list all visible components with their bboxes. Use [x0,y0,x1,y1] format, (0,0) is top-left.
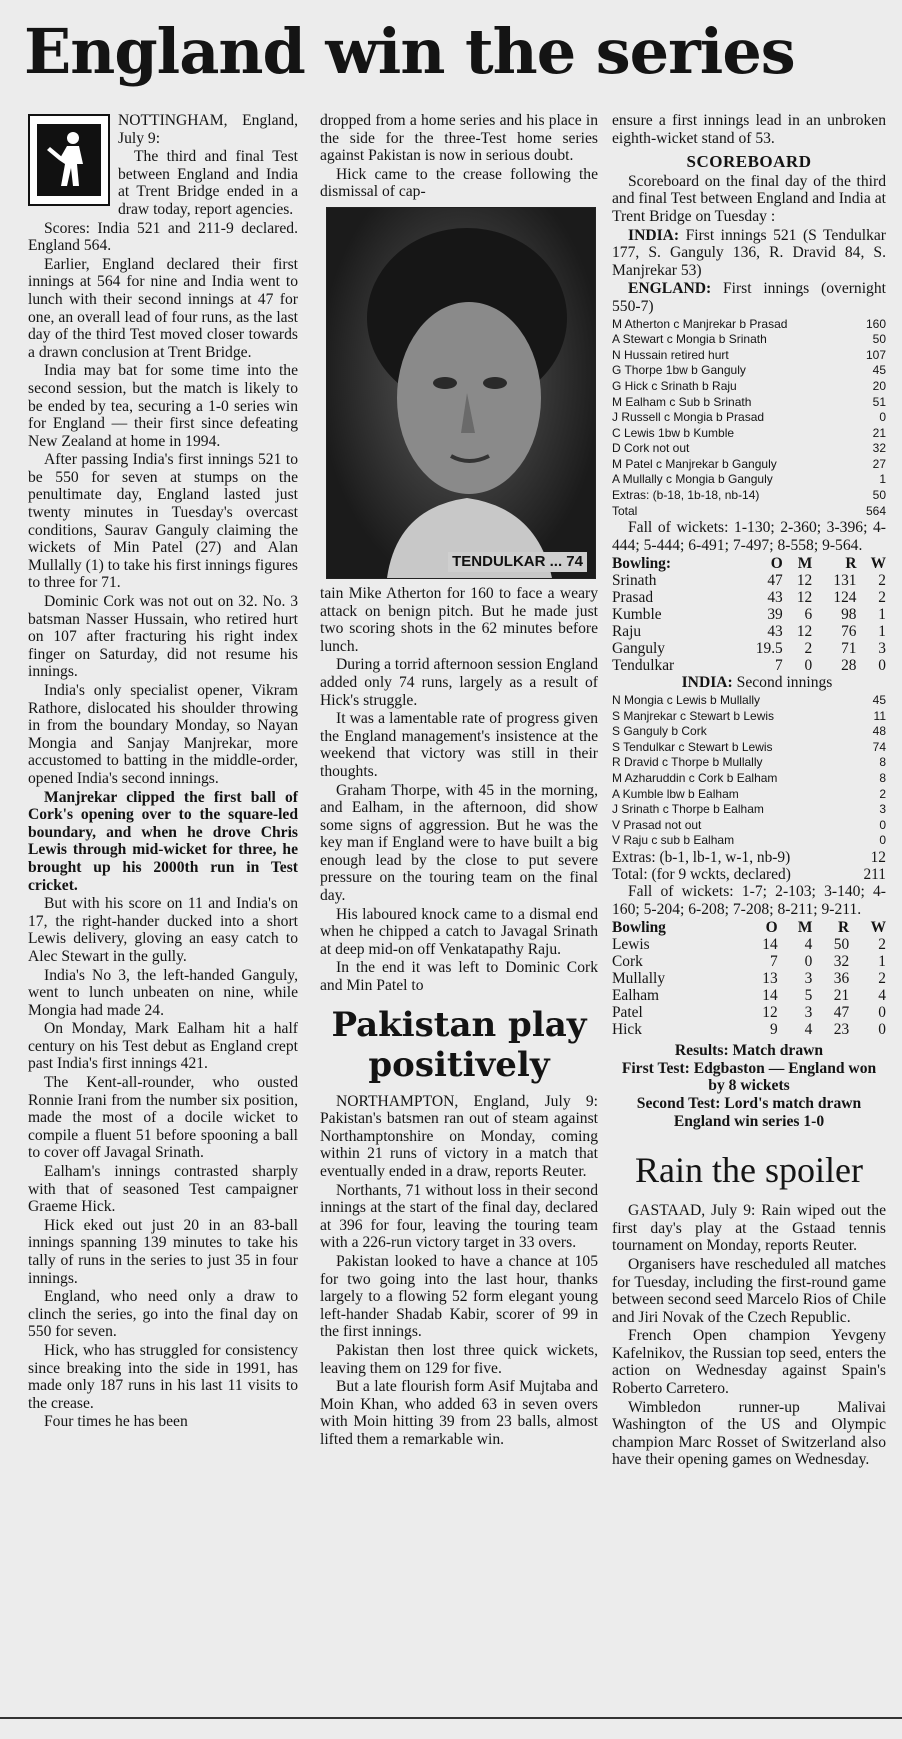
scoreboard-intro: Scoreboard on the final day of the third and final Test between England and India at Trent Bridge on Tuesday : [612,172,886,225]
batting-row [612,348,886,364]
bowling-figure: 9 [769,1021,778,1039]
tendulkar-photo [326,207,596,579]
runs-cell: 8 [879,771,886,785]
bowling-figure: 7 [775,657,783,675]
bowling-figure: 124 [833,589,857,607]
rain-paragraph: French Open champion Yevgeny Kafelnikov, the Russian top seed, enters the action on Wednesday against Spain's Roberto Carretero. [612,1327,886,1398]
batsman-entry: A Stewart c Mongia b Srinath [612,332,767,347]
bowling-figure: 0 [804,953,813,971]
pakistan-paragraph: Pakistan looked to have a chance at 105 for two going into the last hour, thanks largely to a flowing 52 form elegant young left-hander Shadab Kabir, scorer of 99 in the first innings. [320,1252,598,1341]
batsman-entry: N Hussain retired hurt [612,347,729,362]
batsman-entry: Total [612,503,638,518]
bowling-row [612,953,886,970]
batting-row [612,802,886,818]
story-paragraph: India's only specialist opener, Vikram Rathore, dislocated his shoulder throwing in from the boundary Monday, so Nayan Mongia and Sanjay Manjrekar, more accustomed to batting in the middle-order, opened India's second innings. [28,682,298,787]
bowling-header-cell: Bowling: [612,555,672,573]
batting-row [612,771,886,787]
story-paragraph: Hick came to the crease following the dismissal of cap- [320,165,598,201]
rain-paragraph: Organisers have rescheduled all matches for Tuesday, including the first-round game between second seed Marcelo Rios of Chile and Jiri Novak of the Czech Republic. [612,1255,886,1326]
story-paragraph: The Kent-all-rounder, who ousted Ronnie Irani from the number six position, made the most of a docile wicket to compile a fluent 51 before spooning a ball to cover off Javagal Srinath. [28,1074,298,1162]
runs-cell: 1 [879,472,886,487]
portrait-image [327,208,595,578]
bowling-figure: 21 [833,987,850,1005]
bowling-figure: 50 [833,936,850,954]
result-line: First Test: Edgbaston — England won by 8 wickets [621,1059,877,1095]
batsman-entry: S Manjrekar c Stewart b Lewis [612,708,775,723]
batsman-entry: S Ganguly b Cork [612,724,707,739]
runs-cell: 32 [872,441,886,456]
pakistan-paragraph: Northants, 71 without loss in their second innings at the start of the final day, declared at 396 for four, leaving the touring team with a 226-run victory target in 33 overs. [320,1181,598,1252]
story-paragraph: India's No 3, the left-handed Ganguly, went to lunch unbeaten on nine, while Mongia had made 24. [28,966,298,1019]
batting-row [612,740,886,756]
pakistan-headline: Pakistan play positively [331,1004,587,1085]
team-label: ENGLAND: [628,280,712,298]
batting-row [612,693,886,709]
bowling-header-cell: O [770,555,783,573]
bowling-figure: 1 [878,606,886,624]
rain-headline: Rain the spoiler [635,1150,863,1191]
result-line: Results: Match drawn [674,1042,824,1060]
batsman-entry: C Lewis 1bw b Kumble [612,425,735,440]
india-bowling-table [612,555,886,674]
bowling-row [612,657,886,674]
batsman-entry: M Patel c Manjrekar b Ganguly [612,456,777,471]
bowling-figure: 5 [804,987,813,1005]
story-paragraph: His laboured knock came to a dismal end when he chipped a catch to Javagal Srinath at deep mid-on off Venkatapathy Raju. [320,905,598,958]
total-row: Total: (for 9 wckts, declared) 211 [612,865,886,883]
bowler-name: Patel [612,1004,643,1022]
story-paragraph: On Monday, Mark Ealham hit a half century on his Test debut as England crept past India's first innings 421. [28,1020,298,1073]
batting-row [612,332,886,348]
pakistan-paragraph: Pakistan then lost three quick wickets, leaving them on 129 for five. [320,1341,598,1377]
bowling-figure: 6 [804,606,813,624]
bowling-figure: 47 [833,1004,850,1022]
story-paragraph: During a torrid afternoon session England added only 74 runs, largely as a result of Hick's struggle. [320,656,599,709]
runs-cell: 0 [879,833,886,848]
batsman-entry: V Raju c sub b Ealham [612,833,735,848]
bowling-figure: 98 [841,606,857,624]
story-paragraph: Earlier, England declared their first innings at 564 for nine and India went to lunch with their second innings at 47 for one, an overall lead of four runs, as the last day of the third Test moved closer towards a drawn conclusion at Trent Bridge. [28,255,298,361]
runs-cell: 45 [872,363,886,378]
batsman-entry: J Srinath c Thorpe b Ealham [612,802,764,817]
bowling-row [612,936,886,953]
rain-paragraph: Wimbledon runner-up Malivai Washington of the US and Olympic champion Marc Rosset of Switzerland also have their opening games on Wednesday. [612,1398,886,1469]
bowling-row [612,1021,886,1038]
bowling-row [612,987,886,1004]
india-fall-of-wickets: Fall of wickets: 1-7; 2-103; 3-140; 4-160; 5-204; 6-208; 7-208; 8-211; 9-211. [612,882,886,918]
story-paragraph: England, who need only a draw to clinch the series, go into the final day on 550 for seven. [28,1288,298,1341]
england-batting-table [612,317,886,520]
batting-row [612,426,886,442]
bowling-header-cell: W [870,555,886,573]
story-paragraph: Graham Thorpe, with 45 in the morning, and Ealham, in the afternoon, did show some signs of aggression. But he was the key man if England were to have built a big enough lead by the close to put severe pressure on the touring team on the final day. [320,781,598,905]
bowler-name: Raju [612,623,642,641]
bowling-figure: 71 [841,640,857,658]
rain-paragraph: GASTAAD, July 9: Rain wiped out the first day's play at the Gstaad tennis tournament on Monday, reports Reuter. [612,1202,886,1255]
story-paragraph: After passing India's first innings 521 to be 550 for seven at stumps on the penultimate day, England lasted just twenty minutes in Tuesday's overcast conditions, Saurav Ganguly claiming the wickets of Min Patel (27) and Alan Mullally (1) to take his first innings figures to three for 71. [28,451,298,592]
batting-row [612,709,886,725]
bowling-figure: 43 [767,589,783,607]
bowling-figure: 13 [762,970,778,988]
main-story-column-1 [28,112,298,1432]
batting-row [612,787,886,803]
story-paragraph: tain Mike Atherton for 160 to face a weary attack on benign pitch. But he made just two scoring shots in the 62 minutes before lunch. [320,584,598,655]
bowling-figure: 4 [878,987,886,1005]
batting-row [612,755,886,771]
team-label: INDIA: [628,226,680,244]
bowling-figure: 1 [878,953,886,971]
india-batting-table [612,693,886,849]
bowling-figure: 12 [762,1004,778,1022]
batting-row [612,472,886,488]
bowling-figure: 2 [878,970,886,988]
bowling-figure: 23 [833,1021,850,1039]
bowling-figure: 1 [878,623,886,641]
bowling-figure: 3 [804,1004,813,1022]
batsman-entry: A Mullally c Mongia b Ganguly [612,472,773,487]
bowling-figure: 2 [878,936,886,954]
bowler-name: Mullally [612,970,666,988]
runs-cell: 27 [872,456,886,471]
team-label: INDIA: [681,674,733,692]
batsman-entry: N Mongia c Lewis b Mullally [612,693,761,708]
story-paragraph: Four times he has been [44,1413,188,1431]
story-paragraph: In the end it was left to Dominic Cork and Min Patel to [320,959,598,995]
bowling-row [612,572,886,589]
bowling-figure: 0 [878,1021,886,1039]
bowling-header-cell: Bowling [612,919,666,937]
scoreboard-column [612,112,886,1470]
bowling-figure: 12 [796,572,813,590]
england-first-innings: First innings (overnight 550-7) [612,280,886,315]
bowling-figure: 14 [762,936,778,954]
bowling-row [612,1004,886,1021]
england-fall-of-wickets: Fall of wickets: 1-130; 2-360; 3-396; 4-444; 5-444; 6-491; 7-497; 8-558; 9-564. [612,519,886,554]
batsman-icon [43,130,95,190]
story-paragraph: Ealham's innings contrasted sharply with that of seasoned Test campaigner Graeme Hick. [28,1163,298,1216]
bowling-figure: 39 [767,606,783,624]
batting-row [612,488,886,504]
bowling-header-row [612,555,886,572]
batsman-entry: M Atherton c Manjrekar b Prasad [612,316,788,331]
bowling-figure: 7 [769,953,778,971]
bowling-row [612,589,886,606]
bowler-name: Ganguly [612,640,666,658]
runs-cell: 3 [879,802,886,817]
dateline: NOTTINGHAM, England, July 9: [118,112,298,147]
story-paragraph: Scores: India 521 and 211-9 declared. England 564. [28,219,298,255]
bowler-name: Kumble [612,606,662,624]
bowling-header-cell: O [765,919,778,937]
runs-cell: 50 [872,488,886,503]
batting-row [612,410,886,426]
runs-cell: 0 [879,817,886,832]
bowler-name: Hick [612,1021,642,1039]
scoreboard-title: SCOREBOARD [686,152,812,172]
england-bowling-table [612,919,886,1038]
bowling-figure: 2 [804,640,813,658]
batsman-entry: G Thorpe 1bw b Ganguly [612,363,746,378]
bowling-row [612,970,886,987]
batting-row [612,818,886,834]
bowling-row [612,606,886,623]
bowling-figure: 76 [841,623,857,641]
bowler-name: Lewis [612,936,650,954]
batting-row [612,504,886,520]
batting-row [612,379,886,395]
cricket-logo [28,114,110,206]
batsman-entry: S Tendulkar c Stewart b Lewis [612,739,773,754]
runs-cell: 21 [872,425,886,440]
bowling-header-cell: M [797,919,813,937]
bowling-figure: 3 [878,640,886,658]
bowler-name: Ealham [612,987,660,1005]
runs-cell: 2 [879,786,886,801]
runs-cell: 45 [872,693,886,708]
batsman-entry: Extras: (b-18, 1b-18, nb-14) [612,488,760,503]
bowling-figure: 2 [878,572,886,590]
bowling-header-cell: R [845,555,857,573]
india-totals-table [612,849,886,883]
runs-cell: 160 [865,316,886,331]
batting-row [612,395,886,411]
runs-cell: 107 [865,347,886,362]
india-second-innings: Second innings [736,674,833,692]
story-paragraph: The third and final Test between England and India at Trent Bridge ended in a draw today, report agencies. [118,148,298,218]
bowling-row [612,640,886,657]
runs-cell: 50 [872,332,886,347]
batsman-entry: V Prasad not out [612,817,702,832]
bowling-figure: 28 [841,657,857,675]
batsman-entry: M Azharuddin c Cork b Ealham [612,771,778,785]
bowling-header-cell: R [838,919,850,937]
story-paragraph: ensure a first innings lead in an unbroken eighth-wicket stand of 53. [612,112,886,147]
batting-row [612,724,886,740]
batsman-entry: A Kumble lbw b Ealham [612,786,739,801]
extras-row: Extras: (b-1, lb-1, w-1, nb-9) 12 [612,848,886,866]
story-paragraph: Dominic Cork was not out on 32. No. 3 batsman Nasser Hussain, who retired hurt on 107 after fracturing his right index finger on Saturday, did not resume his innings. [28,593,298,681]
story-paragraph: India may bat for some time into the second session, but the match is likely to be ended by tea, securing a 1-0 series win for England — their first since defeating New Zealand at home in 1994. [28,362,298,450]
bowling-figure: 131 [833,572,857,590]
story-paragraph: Hick, who has struggled for consistency since breaking into the side in 1991, has made only 187 runs in his last 11 visits to the crease. [28,1341,298,1412]
bowling-figure: 4 [804,936,813,954]
runs-cell: 0 [879,410,886,425]
batting-row [612,441,886,457]
batsman-entry: G Hick c Srinath b Raju [612,378,737,393]
bowling-header-row [612,919,886,936]
runs-cell: 564 [865,503,886,518]
bowling-figure: 43 [767,623,783,641]
bowling-figure: 32 [833,953,850,971]
bowling-row [612,623,886,640]
bowling-figure: 12 [796,623,813,641]
story-paragraph: dropped from a home series and his place in the side for the three-Test home series against Pakistan is now in serious doubt. [320,112,598,165]
runs-cell: 8 [879,755,886,770]
story-paragraph: Hick eked out just 20 in an 83-ball innings spanning 139 minutes to take his tally of runs in the series to just 35 in four innings. [28,1216,298,1287]
pakistan-paragraph: NORTHAMPTON, England, July 9: Pakistan's batsmen ran out of steam against Northamptonshire on Monday, coming within 21 runs of victory in a match that eventually ended in a draw, reports Reuter. [320,1092,598,1180]
batting-row [612,457,886,473]
batsman-entry: D Cork not out [612,441,690,456]
india-first-innings: First innings 521 (S Tendulkar 177, S. Ganguly 136, R. Dravid 84, S. Manjrekar 53) [612,226,886,279]
bowling-figure: 47 [767,572,783,590]
story-paragraph: It was a lamentable rate of progress given the England management's insistence at the weekend that victory was still in their thoughts. [320,710,598,780]
photo-caption: TENDULKAR ... 74 [448,552,587,572]
bowling-figure: 12 [796,589,813,607]
bowling-figure: 4 [804,1021,813,1039]
result-line: England win series 1-0 [673,1112,825,1130]
bowling-figure: 0 [878,1004,886,1022]
result-line: Second Test: Lord's match drawn [636,1094,862,1112]
bowling-header-cell: W [870,919,886,937]
batting-row [612,833,886,849]
batting-row [612,317,886,333]
main-story-column-2 [320,112,598,1450]
runs-cell: 20 [872,378,886,393]
bowler-name: Srinath [612,572,657,590]
page-headline: England win the series [24,15,795,88]
bowling-figure: 2 [878,589,886,607]
bowler-name: Cork [612,953,643,971]
page-bottom-rule [0,1717,902,1719]
bowling-header-cell: M [797,555,813,573]
bowler-name: Tendulkar [612,657,675,675]
bowling-figure: 36 [833,970,850,988]
highlight-paragraph: Manjrekar clipped the first ball of Cork's opening over to the square-led boundary, and when he drove Chris Lewis through mid-wicket for three, he brought up his 2000th run in Test cricket. [28,788,298,894]
series-results [612,1042,886,1130]
pakistan-paragraph: But a late flourish form Asif Mujtaba and Moin Khan, who added 63 in seven overs with Moin hitting 39 from 23 balls, almost lifted them a remarkable win. [320,1378,598,1448]
bowling-figure: 14 [762,987,778,1005]
batsman-entry: J Russell c Mongia b Prasad [612,410,765,425]
runs-cell: 48 [872,724,886,739]
bowling-figure: 3 [804,970,813,988]
batting-row [612,363,886,379]
runs-cell: 51 [872,394,886,409]
bowling-figure: 0 [804,657,813,675]
bowling-figure: 0 [878,657,886,675]
story-paragraph: But with his score on 11 and India's on 17, the right-hander ducked into a short Lewis delivery, gloving an easy catch to Alec Stewart in the gully. [28,895,298,965]
runs-cell: 74 [872,739,886,754]
bowler-name: Prasad [612,589,654,607]
runs-cell: 11 [873,708,886,723]
batsman-entry: R Dravid c Thorpe b Mullally [612,755,763,770]
batsman-entry: M Ealham c Sub b Srinath [612,394,752,409]
bowling-figure: 19.5 [755,640,783,658]
